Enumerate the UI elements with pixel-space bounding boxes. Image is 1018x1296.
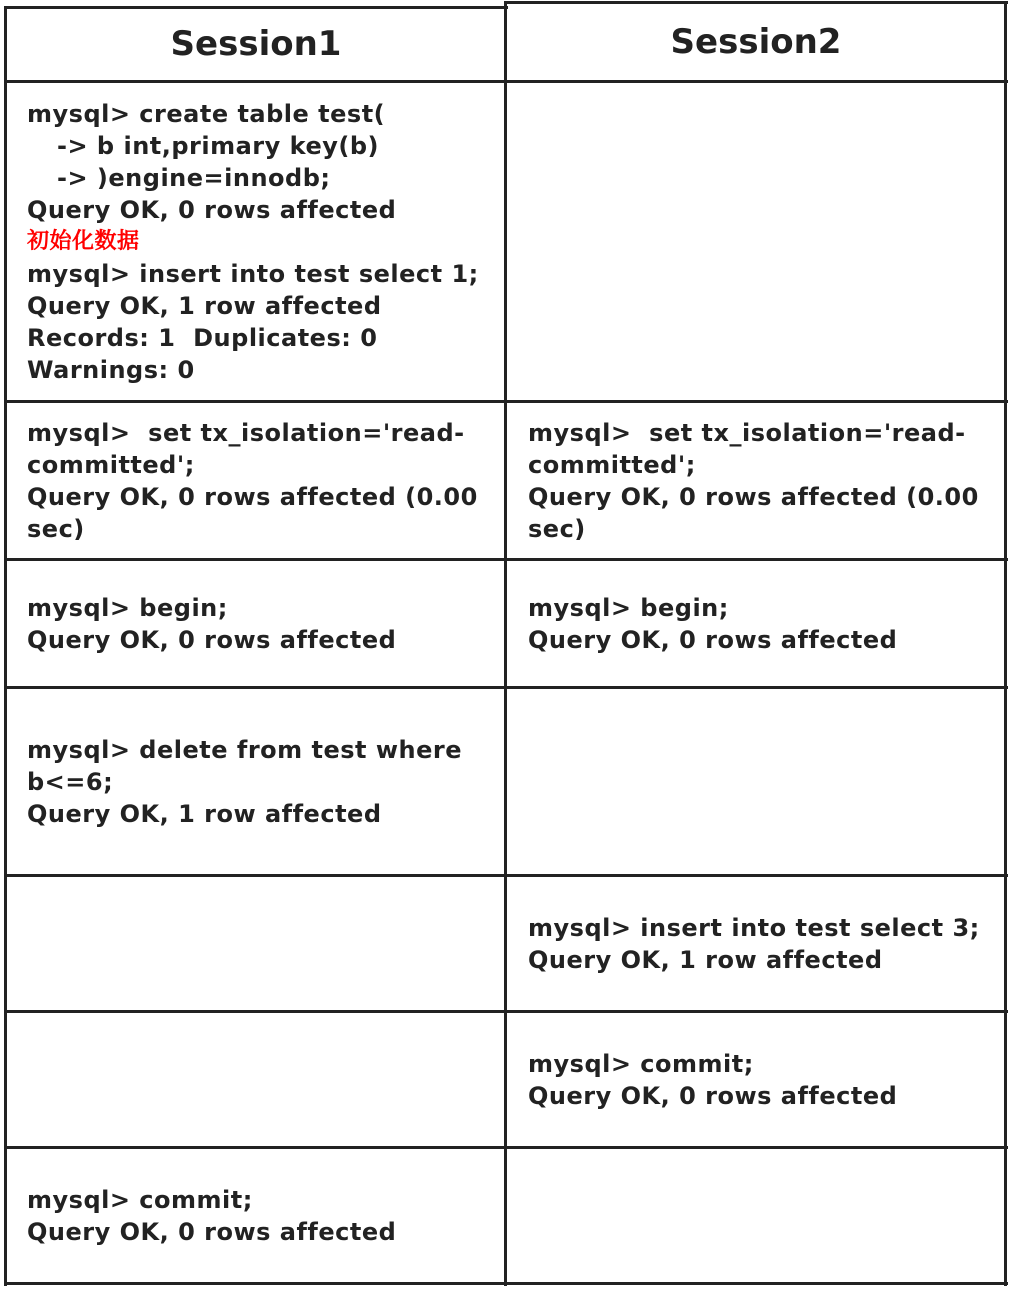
sql-line: mysql> insert into test select 1; <box>27 259 479 288</box>
border-middle <box>504 1 507 1286</box>
session1-cell <box>6 83 503 400</box>
sql-line: -> b int,primary key(b) <box>57 131 379 160</box>
sql-line: mysql> begin; <box>528 593 729 622</box>
sql-line: Query OK, 1 row affected <box>27 291 382 320</box>
sql-line: sec) <box>27 514 85 543</box>
border-right <box>1004 1 1007 1286</box>
sql-line: committed'; <box>528 450 696 479</box>
session1-cell <box>6 1149 503 1282</box>
sql-line: Records: 1 Duplicates: 0 <box>27 323 378 352</box>
row-divider <box>4 1282 1008 1285</box>
border-top-right <box>505 1 1008 4</box>
session1-cell <box>6 1013 503 1146</box>
sql-line: -> )engine=innodb; <box>57 163 331 192</box>
sql-line: Query OK, 1 row affected <box>528 945 883 974</box>
sql-line: Warnings: 0 <box>27 355 195 384</box>
row-divider <box>4 874 1008 877</box>
sql-line: b<=6; <box>27 767 114 796</box>
session1-cell <box>6 561 503 686</box>
session2-cell <box>507 877 1004 1010</box>
session1-cell <box>6 689 503 874</box>
session2-header-label: Session2 <box>670 22 842 62</box>
sql-line: Query OK, 0 rows affected <box>528 625 898 654</box>
annotation-label: 初始化数据 <box>27 228 140 254</box>
session1-header-label: Session1 <box>170 24 342 64</box>
sql-line: mysql> begin; <box>27 593 228 622</box>
session2-cell <box>507 689 1004 874</box>
sql-line: committed'; <box>27 450 195 479</box>
session2-cell <box>507 83 1004 400</box>
session2-cell <box>507 1149 1004 1282</box>
sql-line: mysql> insert into test select 3; <box>528 913 980 942</box>
sql-line: sec) <box>528 514 586 543</box>
border-left <box>4 6 7 1286</box>
session2-cell <box>507 1013 1004 1146</box>
session2-cell <box>507 403 1004 558</box>
row-divider <box>4 400 1008 403</box>
sql-line: Query OK, 0 rows affected <box>27 195 397 224</box>
border-top-left <box>5 6 508 9</box>
sql-line: Query OK, 1 row affected <box>27 799 382 828</box>
sql-line: mysql> set tx_isolation='read- <box>27 418 465 447</box>
session2-header <box>506 2 1006 82</box>
sql-line: mysql> set tx_isolation='read- <box>528 418 966 447</box>
sql-line: Query OK, 0 rows affected <box>27 625 397 654</box>
session2-cell <box>507 561 1004 686</box>
row-divider <box>4 558 1008 561</box>
row-divider <box>4 1010 1008 1013</box>
row-divider <box>4 80 1008 83</box>
sql-line: mysql> commit; <box>27 1185 253 1214</box>
row-divider <box>4 686 1008 689</box>
session1-header <box>6 8 506 80</box>
sql-line: Query OK, 0 rows affected <box>27 1217 397 1246</box>
row-divider <box>4 1146 1008 1149</box>
sql-line: Query OK, 0 rows affected (0.00 <box>528 482 979 511</box>
session1-cell <box>6 877 503 1010</box>
sql-line: Query OK, 0 rows affected (0.00 <box>27 482 478 511</box>
sql-line: mysql> commit; <box>528 1049 754 1078</box>
sql-line: Query OK, 0 rows affected <box>528 1081 898 1110</box>
sql-line: mysql> delete from test where <box>27 735 463 764</box>
session1-cell <box>6 403 503 558</box>
sql-line: mysql> create table test( <box>27 99 386 128</box>
